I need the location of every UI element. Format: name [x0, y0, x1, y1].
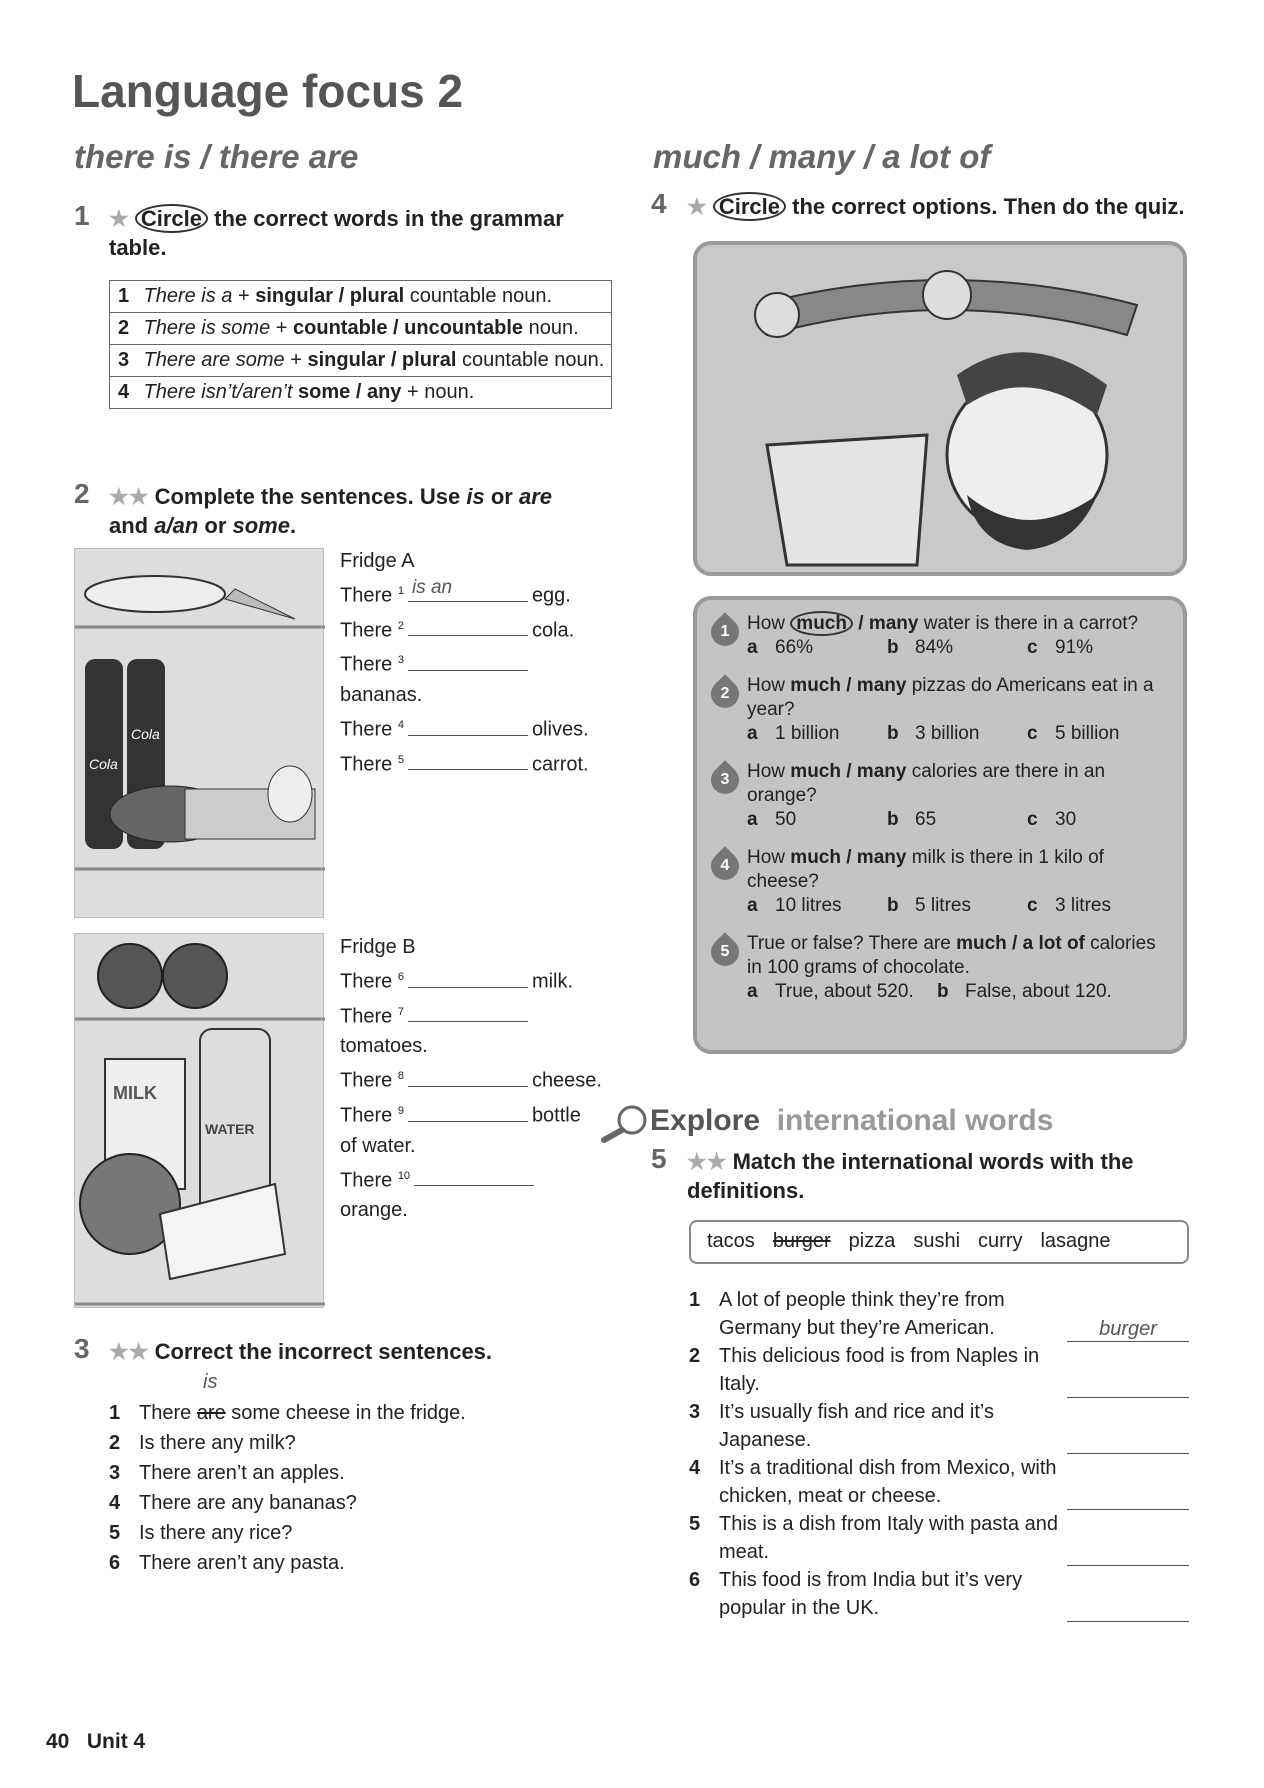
option-value: True, about 520.	[775, 981, 914, 1002]
definition-item	[689, 1510, 1189, 1566]
exercise-4-instruction	[687, 192, 1257, 221]
gap-number: 6	[397, 971, 404, 983]
fridge-sentence	[340, 1131, 640, 1161]
circle-word: Circle	[713, 192, 786, 221]
answer-blank[interactable]	[408, 1067, 528, 1087]
option-value: 5 billion	[1055, 723, 1120, 744]
rule-tail: noun.	[523, 317, 579, 339]
quiz-option[interactable]	[887, 722, 1027, 746]
gap-number: 2	[397, 619, 404, 632]
handwritten-answer: is an	[411, 576, 453, 598]
instruction-text: or	[484, 484, 519, 509]
choice-options[interactable]: singular / plural	[255, 285, 405, 307]
difficulty-star-icon: ★★	[687, 1149, 727, 1174]
sentence-text: There	[340, 619, 393, 642]
answer-blank[interactable]	[1067, 1371, 1189, 1398]
fridge-sentence	[340, 680, 640, 710]
sentence-item	[109, 1548, 609, 1578]
option-letter: b	[887, 809, 899, 830]
difficulty-star-icon: ★	[109, 206, 129, 231]
option-letter: a	[747, 981, 758, 1002]
instruction-text: is	[466, 484, 485, 509]
quiz-box	[693, 596, 1187, 1054]
question-part: pizzas do Americans eat in a year?	[747, 675, 1154, 720]
plus-sign: +	[232, 285, 256, 307]
definition-item	[689, 1342, 1189, 1398]
fridge-a-sentences	[340, 546, 640, 779]
item-number: 1	[689, 1289, 701, 1311]
sentence-text: Is there any milk?	[139, 1432, 296, 1454]
option-value: False, about 120.	[965, 981, 1112, 1002]
answer-blank[interactable]	[408, 968, 528, 988]
choice-options[interactable]: much / a lot of	[956, 933, 1085, 954]
exercise-3-number: 3	[74, 1333, 90, 1364]
option-value: 10 litres	[775, 895, 842, 916]
quiz-option[interactable]	[747, 894, 887, 918]
rule-phrase: There is some	[143, 317, 271, 339]
grammar-table-row	[110, 281, 612, 313]
grammar-table-row	[110, 377, 612, 409]
sentence-text: some cheese in the fridge.	[225, 1402, 466, 1424]
explore-heading	[650, 1104, 1053, 1138]
answer-blank[interactable]	[1067, 1427, 1189, 1454]
rule-phrase: There are some	[143, 349, 285, 371]
sentence-text: bananas.	[340, 683, 423, 706]
rule-tail: countable noun.	[456, 349, 605, 371]
answer-blank[interactable]	[1067, 1483, 1189, 1510]
instruction-text: some	[232, 513, 290, 538]
item-number: 2	[689, 1345, 701, 1367]
sentence-text: carrot.	[531, 753, 589, 776]
option-letter: a	[747, 809, 758, 830]
quiz-question	[720, 760, 1173, 832]
instruction-text: are	[518, 484, 552, 509]
item-number: 3	[689, 1401, 701, 1423]
row-rule	[136, 281, 612, 313]
question-number: 3	[720, 771, 730, 788]
word-option: lasagne	[1040, 1230, 1111, 1252]
quiz-option[interactable]	[1027, 894, 1167, 918]
row-number: 3	[110, 345, 136, 377]
question-number: 2	[720, 685, 730, 702]
exercise-5-list	[689, 1286, 1189, 1622]
fridge-b-sentences	[340, 932, 640, 1225]
item-number: 5	[689, 1513, 701, 1535]
sentence-text: cheese.	[531, 1069, 602, 1092]
number-drop-icon	[705, 674, 745, 714]
sentence-item	[109, 1458, 609, 1488]
option-letter: c	[1027, 895, 1038, 916]
quiz-option[interactable]	[747, 808, 887, 832]
definition-item	[689, 1398, 1189, 1454]
fridge-sentence	[340, 1195, 640, 1225]
quiz-options	[747, 722, 1173, 746]
option-letter: c	[1027, 637, 1038, 658]
number-drop-icon	[705, 760, 745, 800]
word-option: curry	[978, 1230, 1023, 1252]
answer-blank[interactable]	[1067, 1539, 1189, 1566]
sentence-text: There are any bananas?	[139, 1492, 357, 1514]
answer-blank[interactable]: burger	[1067, 1315, 1189, 1342]
choice-options[interactable]: much / many	[790, 847, 907, 868]
sentence-text: There	[340, 1169, 393, 1192]
quiz-option[interactable]	[1027, 722, 1167, 746]
quiz-option[interactable]	[747, 636, 887, 660]
fridge-b-illustration	[74, 933, 324, 1308]
sentence-text: milk.	[531, 970, 574, 993]
quiz-question	[720, 846, 1173, 918]
milk-label: MILK	[113, 1083, 157, 1103]
option-value: 3 billion	[915, 723, 980, 744]
quiz-option[interactable]	[937, 980, 1127, 1004]
quiz-question	[720, 932, 1173, 1004]
sentence-text: olives.	[531, 718, 589, 741]
instruction-text: the correct words in the grammar table.	[109, 206, 564, 260]
question-text	[747, 612, 1173, 636]
word-option: tacos	[707, 1230, 755, 1252]
gap-number: 5	[397, 753, 404, 766]
row-rule	[136, 377, 612, 409]
option-value: 30	[1055, 809, 1077, 830]
fridge-a-illustration	[74, 548, 324, 918]
quiz-option[interactable]	[747, 722, 887, 746]
rule-phrase: There isn’t/aren’t	[143, 381, 293, 403]
explore-word: Explore	[650, 1104, 761, 1137]
option-value: 5 litres	[915, 895, 971, 916]
option-value: 65	[915, 809, 937, 830]
item-number: 4	[689, 1457, 701, 1479]
section-heading-there-is: there is / there are	[74, 138, 359, 175]
difficulty-star-icon: ★★	[109, 484, 149, 509]
option-value: 50	[775, 809, 797, 830]
definition-item	[689, 1454, 1189, 1510]
sentence-text: orange.	[340, 1199, 408, 1222]
sentence-text: There	[340, 753, 393, 776]
item-number: 2	[109, 1432, 121, 1454]
option-letter: a	[747, 895, 758, 916]
sentence-text: There	[340, 653, 393, 676]
exercise-2-instruction	[109, 482, 669, 540]
quiz-options	[747, 894, 1173, 918]
instruction-text: Correct the incorrect sentences.	[154, 1339, 493, 1364]
difficulty-star-icon: ★★	[109, 1339, 149, 1364]
answer-blank[interactable]	[408, 651, 528, 671]
answer-blank[interactable]	[408, 616, 528, 636]
definition-text: It’s usually fish and rice and it’s Japanese.	[719, 1401, 994, 1451]
question-number: 4	[720, 857, 730, 874]
handwritten-correction: is	[203, 1371, 218, 1393]
exercise-2-number: 2	[74, 478, 90, 509]
item-number: 6	[109, 1552, 121, 1574]
answer-blank[interactable]	[408, 750, 528, 770]
magnifying-glass-icon	[600, 1104, 648, 1144]
gap-number: 9	[397, 1104, 404, 1117]
grammar-table	[109, 280, 612, 409]
row-number: 4	[110, 377, 136, 409]
fridge-sentence	[340, 576, 640, 611]
fridge-sentence	[340, 745, 640, 780]
explore-topic: international words	[776, 1104, 1054, 1137]
sentence-text: There	[139, 1402, 197, 1424]
question-number: 1	[720, 623, 730, 640]
answer-blank[interactable]	[408, 1002, 528, 1022]
sentence-text: Is there any rice?	[139, 1522, 293, 1544]
fridge-sentence	[340, 710, 640, 745]
definition-text: A lot of people think they’re from Germany but they’re American.	[719, 1289, 1005, 1339]
choice-options[interactable]: much / many	[790, 611, 918, 636]
exercise-5-number: 5	[651, 1143, 667, 1174]
exercise-3-list	[109, 1398, 609, 1578]
gap-number: 10	[397, 1169, 411, 1182]
sentence-text: There	[340, 1005, 393, 1028]
word-option: sushi	[913, 1230, 961, 1252]
sentence-text: There	[340, 1069, 393, 1092]
sentence-text: egg.	[531, 584, 571, 607]
sentence-text: tomatoes.	[340, 1035, 428, 1058]
question-text	[747, 674, 1173, 722]
question-part: True or false? There are	[747, 933, 957, 954]
instruction-text: Match the international words with the definitions.	[687, 1149, 1134, 1203]
word-box	[689, 1220, 1189, 1264]
option-letter: a	[747, 723, 758, 744]
struck-word: are	[196, 1402, 226, 1424]
option-letter: a	[747, 637, 758, 658]
section-heading-much-many: much / many / a lot of	[653, 138, 991, 175]
row-rule	[136, 345, 612, 377]
choice-options[interactable]: much / many	[790, 761, 907, 782]
sentence-text: There	[340, 718, 393, 741]
question-part: How	[747, 847, 791, 868]
number-drop-icon	[705, 932, 745, 972]
question-part: calories are there in an orange?	[747, 761, 1106, 806]
option-letter: c	[1027, 723, 1038, 744]
quiz-question	[720, 612, 1173, 660]
fridge-sentence	[340, 1096, 640, 1131]
page-footer	[46, 1730, 145, 1754]
sentence-item	[109, 1488, 609, 1518]
quiz-option[interactable]	[1027, 808, 1167, 832]
gap-number: 3	[397, 654, 404, 667]
instruction-text: Complete the sentences. Use	[154, 484, 467, 509]
gap-number: 8	[397, 1070, 404, 1083]
item-number: 4	[109, 1492, 121, 1514]
grammar-table-row	[110, 345, 612, 377]
question-part: How	[747, 675, 791, 696]
sentence-text: There aren’t any pasta.	[139, 1552, 345, 1574]
fridge-sentence	[340, 645, 640, 680]
question-part: calories in 100 grams of chocolate.	[747, 933, 1156, 978]
question-text	[747, 846, 1173, 894]
definition-item	[689, 1286, 1189, 1342]
circle-word: Circle	[135, 204, 208, 233]
sentence-text: bottle	[531, 1104, 581, 1127]
row-number: 2	[110, 313, 136, 345]
sentence-item	[109, 1518, 609, 1548]
circled-answer: much	[790, 611, 853, 636]
fridge-sentence	[340, 1161, 640, 1196]
rule-tail: + noun.	[401, 381, 475, 403]
quiz-options	[747, 980, 1173, 1004]
question-number: 5	[720, 943, 730, 960]
exercise-1-number: 1	[74, 200, 90, 231]
question-part: How	[747, 761, 791, 782]
row-rule	[136, 313, 612, 345]
question-text	[747, 932, 1173, 980]
choice-options[interactable]: much / many	[790, 675, 907, 696]
fridge-sentence	[340, 1031, 640, 1061]
definition-text: This is a dish from Italy with pasta and meat.	[719, 1513, 1059, 1563]
choice-options[interactable]: some / any	[298, 381, 402, 403]
item-number: 5	[109, 1522, 121, 1544]
option-letter: b	[937, 981, 949, 1002]
sentence-text: There aren’t an apples.	[139, 1462, 345, 1484]
sentence-item	[109, 1428, 609, 1458]
definition-text: It’s a traditional dish from Mexico, with chicken, meat or cheese.	[719, 1457, 1057, 1507]
exercise-3-instruction	[109, 1337, 492, 1366]
chef-carrot-illustration	[693, 241, 1187, 576]
exercise-1-instruction	[109, 204, 619, 262]
fridge-sentence	[340, 611, 640, 646]
item-number: 3	[109, 1462, 121, 1484]
item-number: 1	[109, 1402, 121, 1424]
page-title: Language focus 2	[72, 65, 464, 117]
question-text	[747, 760, 1173, 808]
gap-number: 7	[397, 1005, 404, 1018]
choice-options[interactable]: countable / uncountable	[293, 317, 524, 339]
option-letter: b	[887, 895, 899, 916]
unit-label: Unit 4	[86, 1730, 146, 1753]
option-value: 91%	[1055, 637, 1094, 658]
number-drop-icon	[705, 612, 745, 652]
definition-text: This food is from India but it’s very popular in the UK.	[719, 1569, 1023, 1619]
question-part: How	[747, 613, 791, 634]
water-label: WATER	[205, 1121, 255, 1137]
sentence-text: There	[340, 584, 393, 607]
sentence-text: of water.	[340, 1134, 416, 1157]
option-value: 84%	[915, 637, 954, 658]
option-value: 1 billion	[775, 723, 840, 744]
cola-label: Cola	[89, 756, 118, 772]
rule-phrase: There is a	[143, 285, 233, 307]
definition-item	[689, 1566, 1189, 1622]
answer-blank[interactable]	[408, 1102, 528, 1122]
question-part: water is there in a carrot?	[918, 613, 1139, 634]
option-letter: c	[1027, 809, 1038, 830]
quiz-option[interactable]	[887, 636, 1027, 660]
option-letter: b	[887, 637, 899, 658]
instruction-text: or	[198, 513, 233, 538]
instruction-text: the correct options. Then do the quiz.	[786, 194, 1185, 219]
fridge-b-label: Fridge B	[340, 936, 416, 958]
quiz-option[interactable]	[747, 980, 937, 1004]
plus-sign: +	[284, 349, 308, 371]
instruction-text: a/an	[154, 513, 199, 538]
fridge-a-label: Fridge A	[340, 550, 415, 572]
gap-number: 1	[397, 585, 404, 597]
plus-sign: +	[270, 317, 294, 339]
row-number: 1	[110, 281, 136, 313]
option-value: 3 litres	[1055, 895, 1111, 916]
quiz-options	[747, 808, 1173, 832]
sentence-text: There	[340, 970, 393, 993]
quiz-question	[720, 674, 1173, 746]
difficulty-star-icon: ★	[687, 194, 707, 219]
instruction-text: .	[289, 513, 297, 538]
item-number: 6	[689, 1569, 701, 1591]
sentence-item	[109, 1398, 609, 1428]
sentence-text: cola.	[531, 619, 575, 642]
gap-number: 4	[397, 718, 404, 731]
answer-blank[interactable]	[414, 1166, 534, 1186]
grammar-table-row	[110, 313, 612, 345]
option-letter: b	[887, 723, 899, 744]
answer-blank[interactable]	[1067, 1595, 1189, 1622]
question-part: milk is there in 1 kilo of cheese?	[747, 847, 1104, 892]
exercise-5-instruction	[687, 1147, 1227, 1205]
rule-tail: countable noun.	[404, 285, 553, 307]
quiz-option[interactable]	[1027, 636, 1167, 660]
word-option: pizza	[848, 1230, 896, 1252]
quiz-options	[747, 636, 1173, 660]
cola-label: Cola	[131, 726, 160, 742]
page-number: 40	[46, 1730, 70, 1753]
fridge-sentence	[340, 962, 640, 997]
quiz-option[interactable]	[887, 808, 1027, 832]
option-value: 66%	[775, 637, 814, 658]
definition-text: This delicious food is from Naples in Italy.	[719, 1345, 1040, 1395]
word-option: burger	[772, 1230, 831, 1252]
quiz-option[interactable]	[887, 894, 1027, 918]
answer-blank[interactable]	[408, 576, 528, 602]
fridge-sentence	[340, 997, 640, 1032]
sentence-text: There	[340, 1104, 393, 1127]
answer-blank[interactable]	[408, 716, 528, 736]
fridge-sentence	[340, 1061, 640, 1096]
instruction-text: and	[109, 513, 155, 538]
number-drop-icon	[705, 846, 745, 886]
exercise-4-number: 4	[651, 188, 667, 219]
choice-options[interactable]: singular / plural	[307, 349, 457, 371]
